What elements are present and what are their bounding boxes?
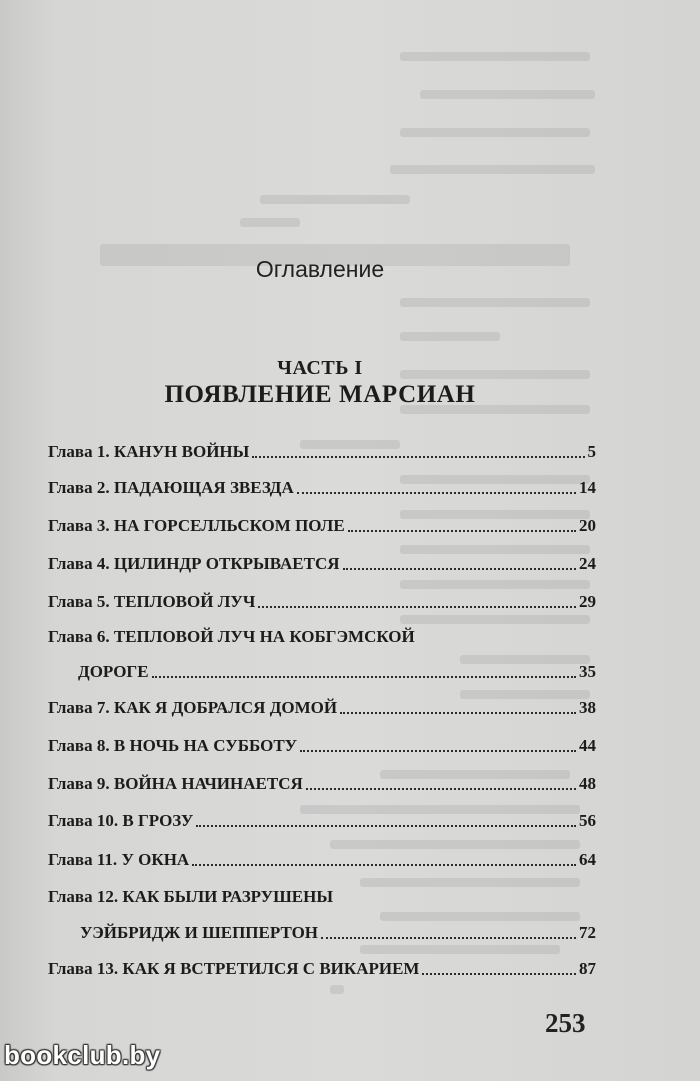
- page-ref: 72: [579, 923, 596, 942]
- chapter-number: Глава 11.: [48, 850, 118, 869]
- dot-leader: [258, 605, 576, 608]
- page-ref: 87: [579, 959, 596, 978]
- dot-leader: [348, 529, 576, 532]
- dot-leader: [152, 675, 576, 678]
- part-label: ЧАСТЬ I: [277, 357, 363, 379]
- page-ref: 35: [579, 662, 596, 681]
- page-ref: 56: [579, 811, 596, 830]
- chapter-title-continued: УЭЙБРИДЖ И ШЕППЕРТОН: [80, 923, 319, 942]
- toc-entry-chapter-9[interactable]: [48, 772, 596, 796]
- page-ref: 38: [579, 698, 596, 717]
- chapter-number: Глава 3.: [48, 516, 110, 535]
- page-ref: 14: [579, 478, 596, 497]
- chapter-number: Глава 12.: [48, 887, 119, 906]
- page-number: 253: [545, 1008, 586, 1038]
- dot-leader: [196, 824, 576, 827]
- chapter-number: Глава 8.: [48, 736, 110, 755]
- page-ref: 24: [579, 554, 596, 573]
- toc-entry-chapter-7[interactable]: [48, 696, 596, 720]
- page-ref: 48: [579, 774, 596, 793]
- dot-leader: [300, 749, 576, 752]
- dot-leader: [343, 567, 576, 570]
- toc-entry-chapter-4[interactable]: [48, 552, 596, 576]
- page-ref: 64: [579, 850, 596, 869]
- dot-leader: [252, 455, 584, 458]
- toc-entry-chapter-1[interactable]: [48, 440, 596, 464]
- toc-entry-chapter-6[interactable]: [48, 625, 415, 649]
- toc-entry-chapter-10[interactable]: [48, 809, 596, 833]
- chapter-title: ВОЙНА НАЧИНАЕТСЯ: [113, 774, 303, 793]
- chapter-number: Глава 7.: [48, 698, 110, 717]
- chapter-title: ТЕПЛОВОЙ ЛУЧ НА КОБГЭМСКОЙ: [113, 627, 415, 646]
- dot-leader: [192, 863, 576, 866]
- dot-leader: [422, 972, 576, 975]
- chapter-title: НА ГОРСЕЛЛЬСКОМ ПОЛЕ: [113, 516, 345, 535]
- chapter-title: В НОЧЬ НА СУББОТУ: [113, 736, 298, 755]
- chapter-title: В ГРОЗУ: [122, 811, 194, 830]
- toc-entry-chapter-5[interactable]: [48, 590, 596, 614]
- dot-leader: [297, 491, 576, 494]
- chapter-title: КАК Я ВСТРЕТИЛСЯ С ВИКАРИЕМ: [122, 959, 420, 978]
- chapter-number: Глава 5.: [48, 592, 110, 611]
- chapter-number: Глава 2.: [48, 478, 110, 497]
- toc-entry-chapter-12[interactable]: [48, 885, 333, 909]
- toc-entry-chapter-12-continued[interactable]: [80, 921, 596, 945]
- chapter-number: Глава 10.: [48, 811, 119, 830]
- toc-entry-chapter-13[interactable]: [48, 957, 596, 981]
- chapter-number: Глава 6.: [48, 627, 110, 646]
- toc-entry-chapter-6-continued[interactable]: [78, 660, 596, 684]
- page-ref: 5: [587, 442, 596, 461]
- chapter-title: КАНУН ВОЙНЫ: [113, 442, 250, 461]
- toc-entry-chapter-8[interactable]: [48, 734, 596, 758]
- toc-entry-chapter-11[interactable]: [48, 848, 596, 872]
- chapter-title: ПАДАЮЩАЯ ЗВЕЗДА: [113, 478, 294, 497]
- dot-leader: [340, 711, 576, 714]
- chapter-title: КАК Я ДОБРАЛСЯ ДОМОЙ: [113, 698, 338, 717]
- site-watermark: bookclub.by: [4, 1040, 161, 1070]
- chapter-number: Глава 9.: [48, 774, 110, 793]
- toc-heading: Оглавление: [255, 256, 385, 282]
- part-title: ПОЯВЛЕНИЕ МАРСИАН: [164, 381, 476, 408]
- chapter-title: У ОКНА: [121, 850, 190, 869]
- chapter-number: Глава 4.: [48, 554, 110, 573]
- chapter-number: Глава 1.: [48, 442, 110, 461]
- chapter-number: Глава 13.: [48, 959, 119, 978]
- page-ref: 44: [579, 736, 596, 755]
- dot-leader: [321, 936, 576, 939]
- chapter-title-continued: ДОРОГЕ: [78, 662, 149, 681]
- chapter-title: ТЕПЛОВОЙ ЛУЧ: [113, 592, 256, 611]
- page-ref: 20: [579, 516, 596, 535]
- toc-entry-chapter-3[interactable]: [48, 514, 596, 538]
- dot-leader: [306, 787, 576, 790]
- chapter-title: ЦИЛИНДР ОТКРЫВАЕТСЯ: [113, 554, 340, 573]
- toc-entry-chapter-2[interactable]: [48, 476, 596, 500]
- page-ref: 29: [579, 592, 596, 611]
- chapter-title: КАК БЫЛИ РАЗРУШЕНЫ: [122, 887, 334, 906]
